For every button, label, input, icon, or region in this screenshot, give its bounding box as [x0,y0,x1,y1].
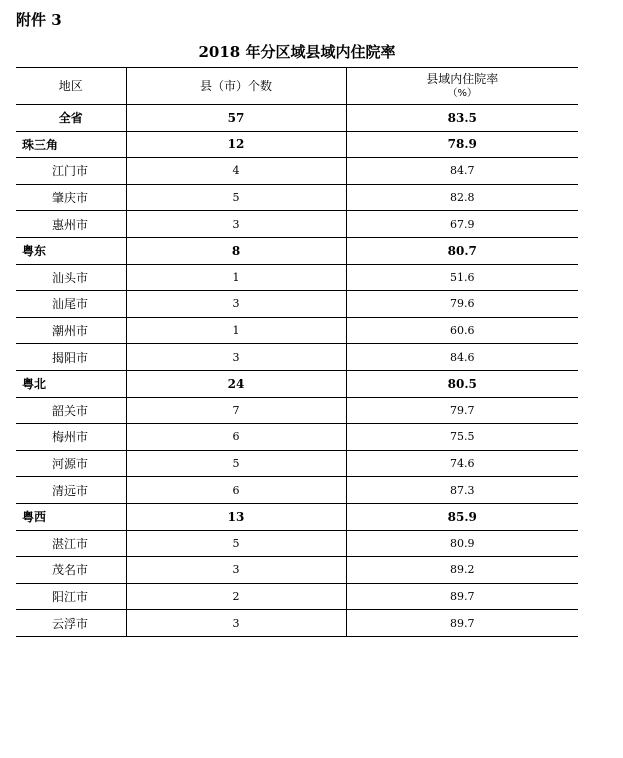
county-count-cell: 6 [126,477,346,504]
hospitalization-rate-cell: 60.6 [346,317,578,344]
hospitalization-rate-cell: 87.3 [346,477,578,504]
region-cell: 珠三角 [16,131,126,158]
county-count-cell: 57 [126,105,346,132]
table-row [16,583,578,610]
header-count: 县（市）个数 [126,68,346,105]
hospitalization-rate-cell: 51.6 [346,264,578,291]
table-header-row [16,68,578,105]
county-count-cell: 1 [126,264,346,291]
table-row [16,131,578,158]
table-body [16,105,578,637]
hospitalization-rate-cell: 67.9 [346,211,578,238]
header-region: 地区 [16,68,126,105]
county-count-cell: 5 [126,184,346,211]
region-cell: 阳江市 [16,583,126,610]
hospitalization-rate-cell: 79.6 [346,291,578,318]
table-row [16,424,578,451]
hospitalization-rate-cell: 82.8 [346,184,578,211]
region-cell: 惠州市 [16,211,126,238]
hospitalization-rate-cell: 84.6 [346,344,578,371]
region-cell: 江门市 [16,158,126,185]
region-cell: 粤西 [16,503,126,530]
hospitalization-rate-cell: 89.2 [346,557,578,584]
region-cell: 茂名市 [16,557,126,584]
table-row [16,477,578,504]
region-cell: 河源市 [16,450,126,477]
table-title: 2018 年分区域县域内住院率 [198,43,396,61]
county-count-cell: 7 [126,397,346,424]
hospitalization-rate-cell: 80.7 [346,237,578,264]
county-count-cell: 4 [126,158,346,185]
table-row [16,530,578,557]
table-row [16,184,578,211]
county-count-cell: 3 [126,610,346,637]
table-row [16,264,578,291]
region-cell: 云浮市 [16,610,126,637]
region-cell: 湛江市 [16,530,126,557]
hospitalization-rate-cell: 74.6 [346,450,578,477]
header-rate [346,68,578,105]
county-count-cell: 5 [126,530,346,557]
table-row [16,158,578,185]
table-row [16,557,578,584]
header-rate-label: 县域内住院率 [426,71,499,86]
header-rate-unit: （%） [447,87,477,99]
county-count-cell: 5 [126,450,346,477]
table-row [16,237,578,264]
region-cell: 汕头市 [16,264,126,291]
table-row [16,370,578,397]
county-count-cell: 3 [126,344,346,371]
table-row [16,211,578,238]
table-row [16,291,578,318]
region-cell: 韶关市 [16,397,126,424]
county-count-cell: 3 [126,211,346,238]
region-cell: 汕尾市 [16,291,126,318]
table-row [16,450,578,477]
hospitalization-rate-cell: 84.7 [346,158,578,185]
county-count-cell: 6 [126,424,346,451]
county-count-cell: 13 [126,503,346,530]
county-count-cell: 3 [126,291,346,318]
table-row [16,397,578,424]
region-cell: 揭阳市 [16,344,126,371]
region-cell: 潮州市 [16,317,126,344]
hospitalization-rate-cell: 89.7 [346,610,578,637]
county-count-cell: 8 [126,237,346,264]
region-cell: 清远市 [16,477,126,504]
region-cell: 粤东 [16,237,126,264]
county-count-cell: 12 [126,131,346,158]
table-row [16,105,578,132]
table-row [16,610,578,637]
region-cell: 粤北 [16,370,126,397]
table-row [16,317,578,344]
hospitalization-rate-cell: 78.9 [346,131,578,158]
county-count-cell: 3 [126,557,346,584]
region-cell: 肇庆市 [16,184,126,211]
county-count-cell: 24 [126,370,346,397]
hospitalization-rate-cell: 83.5 [346,105,578,132]
attachment-label: 附件 3 [16,11,62,29]
hospitalization-rate-cell: 79.7 [346,397,578,424]
hospitalization-rate-cell: 80.9 [346,530,578,557]
hospitalization-rate-cell: 89.7 [346,583,578,610]
region-cell: 梅州市 [16,424,126,451]
table-row [16,503,578,530]
hospitalization-rate-cell: 80.5 [346,370,578,397]
county-count-cell: 2 [126,583,346,610]
county-count-cell: 1 [126,317,346,344]
hospitalization-rate-table [16,67,578,637]
region-cell: 全省 [16,105,126,132]
hospitalization-rate-cell: 75.5 [346,424,578,451]
hospitalization-rate-cell: 85.9 [346,503,578,530]
table-row [16,344,578,371]
